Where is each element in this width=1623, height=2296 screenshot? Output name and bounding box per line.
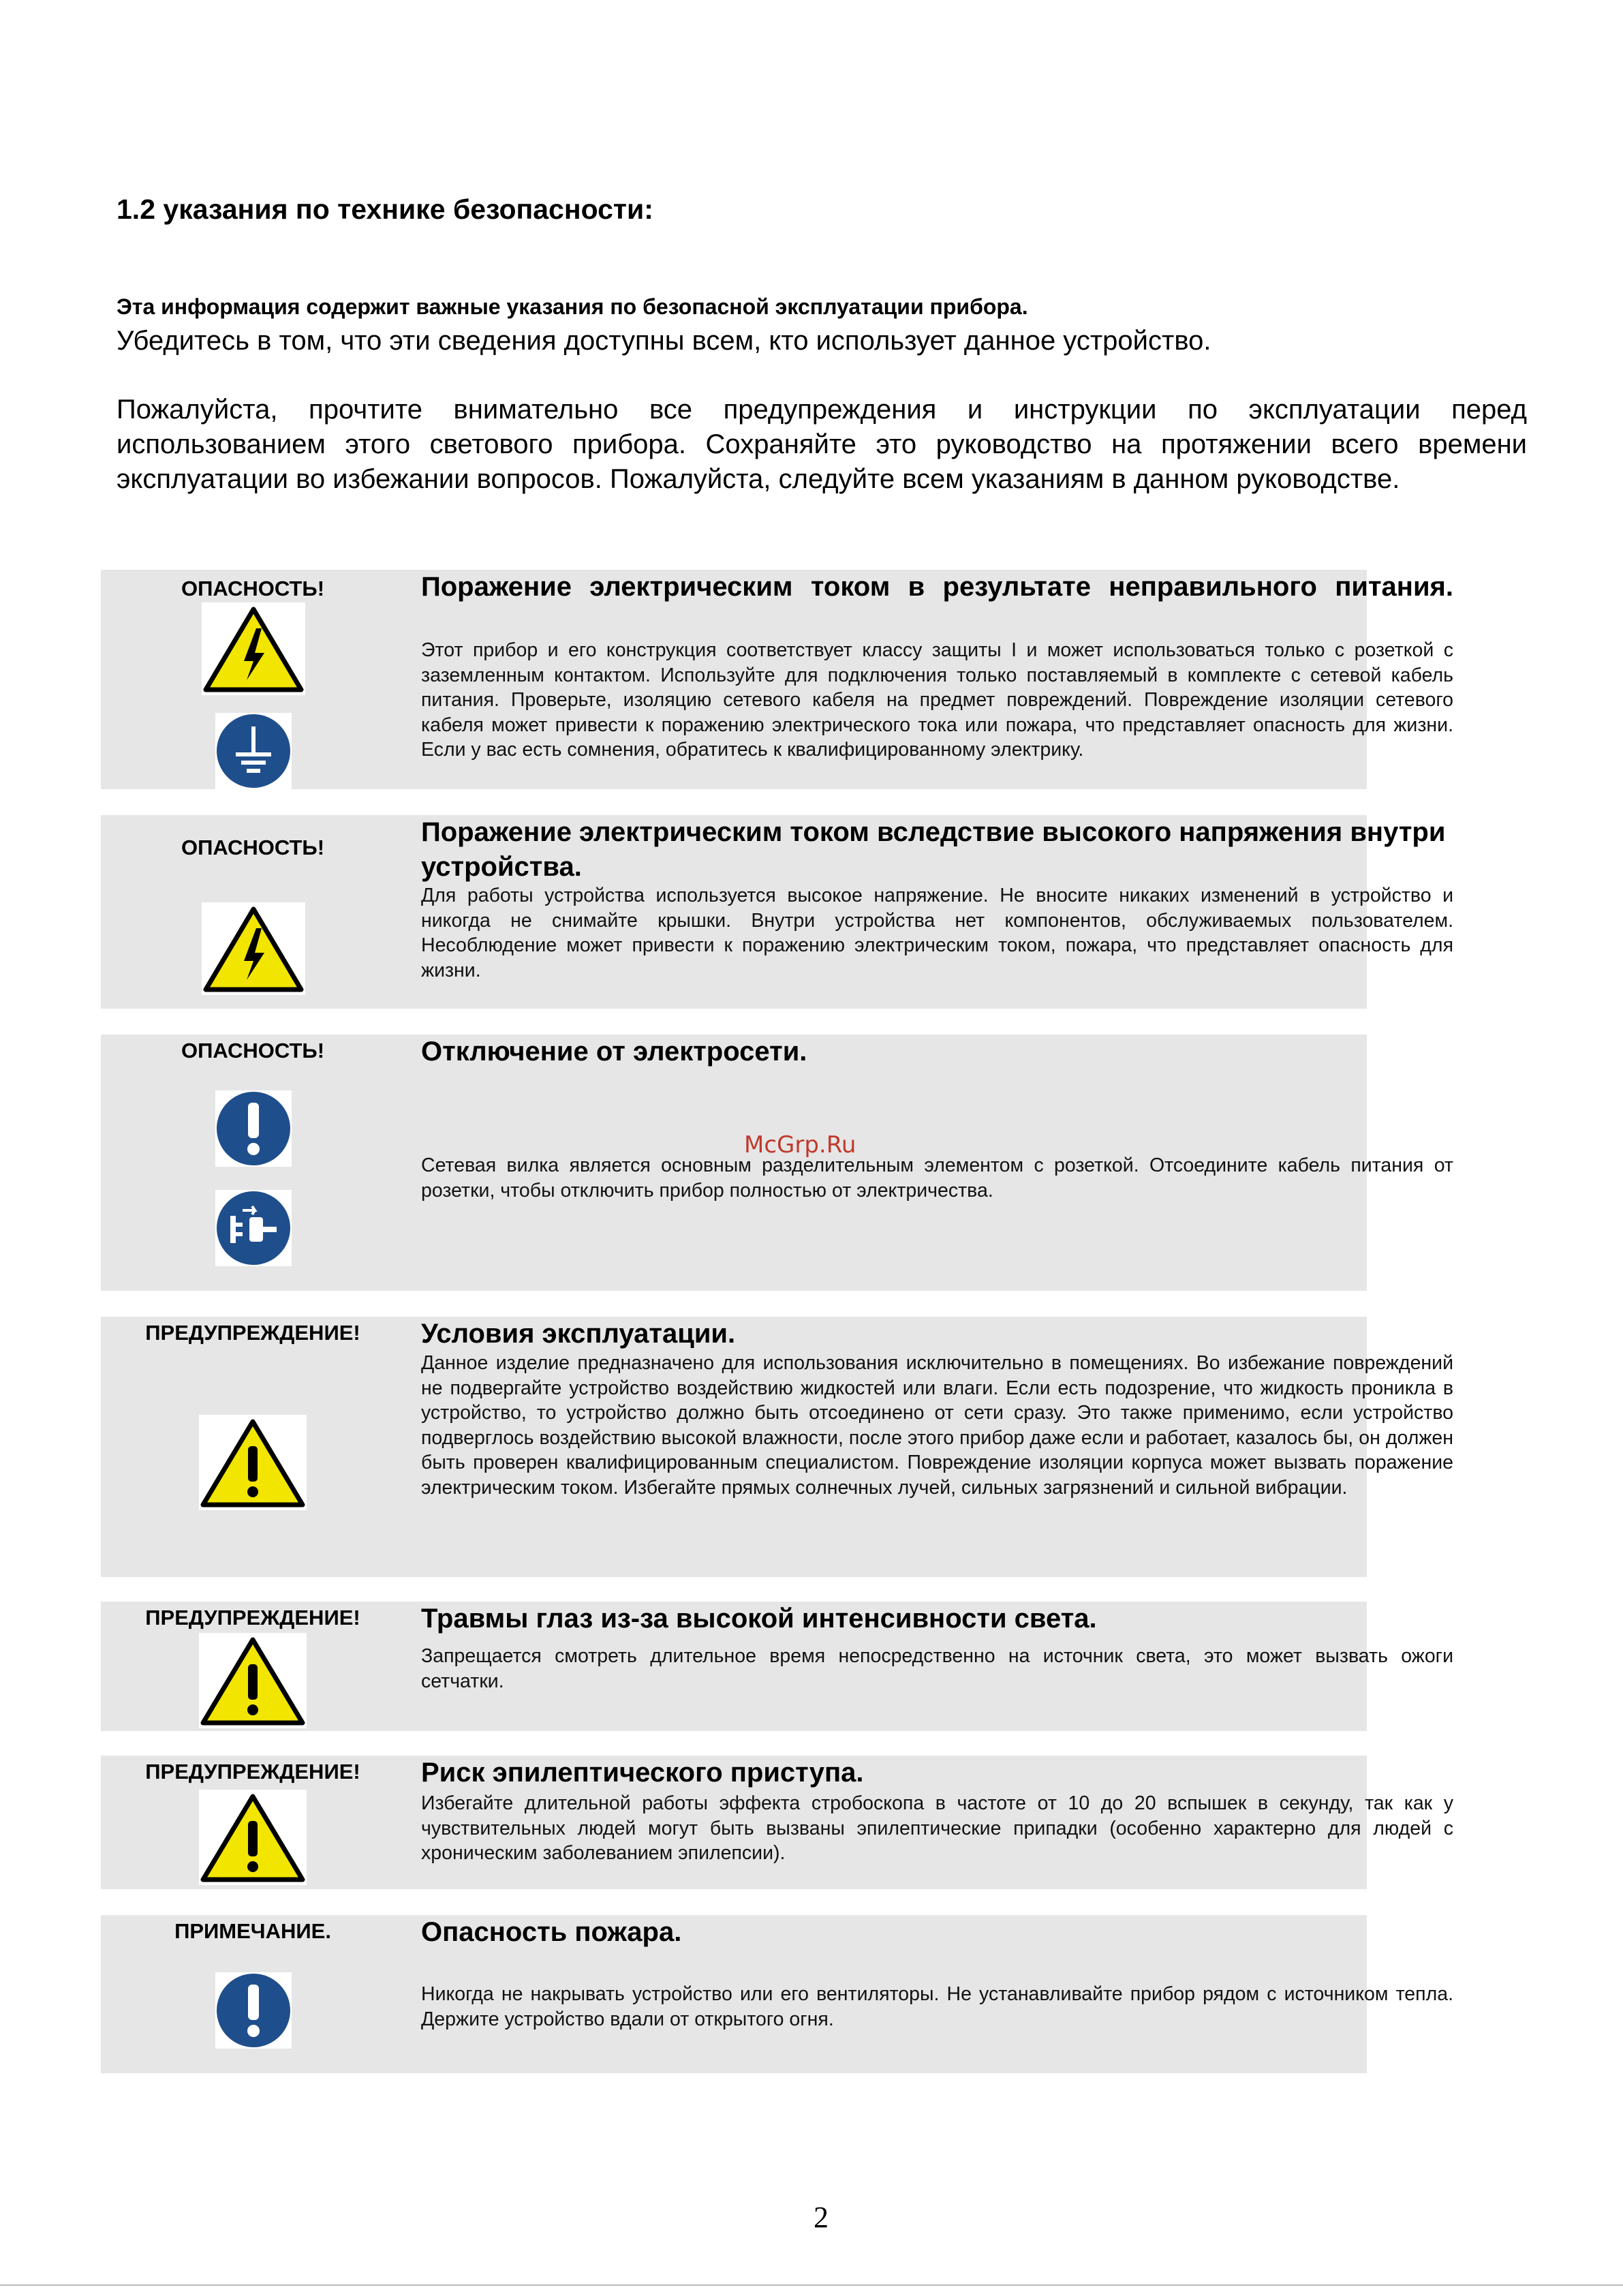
watermark: McGrp.Ru xyxy=(744,1131,856,1159)
safety-block-fire-risk xyxy=(101,1915,1453,2073)
block-title: Поражение электрическим током в результате неправильного питания. xyxy=(421,572,1453,602)
safety-block-disconnect xyxy=(101,1035,1453,1291)
safety-block-operating-conditions xyxy=(101,1317,1453,1577)
safety-block-high-voltage xyxy=(101,815,1453,1009)
block-title: Условия эксплуатации. xyxy=(421,1319,736,1349)
intro-line: Убедитесь в том, что эти сведения доступны всем, кто использует данное устройство. xyxy=(117,326,1211,356)
ground-symbol-icon xyxy=(215,713,292,789)
block-text: Никогда не накрывать устройство или его вентиляторы. Не устанавливайте прибор рядом с источником тепла. Держите устройство вдали от открытого огня. xyxy=(421,1983,1453,2030)
safety-block-electric-supply xyxy=(101,570,1453,789)
safety-block-eye-injury xyxy=(101,1602,1453,1731)
block-label: ПРЕДУПРЕЖДЕНИЕ! xyxy=(145,1321,360,1345)
block-label: ПРЕДУПРЕЖДЕНИЕ! xyxy=(145,1760,360,1784)
block-title: Поражение электрическим током вследствие высокого напряжения внутри устройства. xyxy=(421,817,1446,882)
section-heading: 1.2 указания по технике безопасности: xyxy=(117,194,653,225)
safety-block-epilepsy xyxy=(101,1756,1453,1889)
block-text: Данное изделие предназначено для использования исключительно в помещениях. Во избежание повреждений не подвергайте устройство воздействию жидкостей или влаги. Если есть подозрение, что жидкость проникла в устройство, то устройство должно быть отсоединено от сети сразу. Это также применимо, если устройство подверглось воздействию высокой влажности, после этого прибор даже если и работает, казалось бы, он должен быть проверен квалифицированным специалистом. Повреждение изоляции корпуса может вызвать поражение электрическим током. Избегайте прямых солнечных лучей, сильных загрязнений и сильной вибрации. xyxy=(421,1352,1453,1499)
general-warning-icon xyxy=(199,1790,307,1885)
electric-hazard-icon xyxy=(202,902,305,995)
block-label: ОПАСНОСТЬ! xyxy=(181,577,325,600)
block-title: Риск эпилептического приступа. xyxy=(421,1758,864,1788)
block-label: ОПАСНОСТЬ! xyxy=(181,836,325,859)
block-label: ПРЕДУПРЕЖДЕНИЕ! xyxy=(145,1606,360,1629)
bottom-divider xyxy=(0,2284,1623,2286)
block-label: ОПАСНОСТЬ! xyxy=(181,1039,325,1062)
mandatory-exclamation-icon xyxy=(215,1972,292,2049)
page-number: 2 xyxy=(814,2201,829,2234)
block-title: Травмы глаз из-за высокой интенсивности света. xyxy=(421,1604,1097,1634)
block-text: Сетевая вилка является основным разделительным элементом с розеткой. Отсоедините кабель питания от розетки, чтобы отключить прибор полностью от электричества. xyxy=(421,1154,1453,1201)
block-title: Опасность пожара. xyxy=(421,1917,682,1947)
block-text: Избегайте длительной работы эффекта стробоскопа в частоте от 10 до 20 вспышек в секунду, так как у чувствительных людей могут быть вызваны эпилептические припадки (особенно характерно для людей с хроническим заболеванием эпилепсии). xyxy=(421,1792,1453,1864)
mandatory-exclamation-icon xyxy=(215,1090,292,1167)
intro-paragraph: Пожалуйста, прочтите внимательно все предупреждения и инструкции по эксплуатации перед использованием этого светового прибора. Сохраняйте это руководство на протяжении всего времени эксплуатации во избежании вопросов. Пожалуйста, следуйте всем указаниям в данном руководстве. xyxy=(117,395,1527,494)
disconnect-plug-icon xyxy=(215,1190,292,1266)
block-text: Этот прибор и его конструкция соответствует классу защиты I и может использоваться только с розеткой с заземленным контактом. Используйте для подключения только поставляемый в комплекте с сетевой кабель питания. Проверьте, изоляцию сетевого кабеля на предмет повреждений. Повреждение изоляции сетевого кабеля может привести к поражению электрического тока или пожара, что представляет опасность для жизни. Если у вас есть сомнения, обратитесь к квалифицированному электрику. xyxy=(421,639,1453,761)
block-label: ПРИМЕЧАНИЕ. xyxy=(174,1919,331,1943)
block-text: Запрещается смотреть длительное время непосредственно на источник света, это может вызвать ожоги сетчатки. xyxy=(421,1645,1453,1692)
general-warning-icon xyxy=(199,1415,307,1510)
electric-hazard-icon xyxy=(202,602,305,695)
general-warning-icon xyxy=(199,1633,307,1728)
block-title: Отключение от электросети. xyxy=(421,1037,807,1067)
block-text: Для работы устройства используется высокое напряжение. Не вносите никаких изменений в устройство и никогда не снимайте крышки. Внутри устройства нет компонентов, обслуживаемых пользователем. Несоблюдение может привести к поражению электрическим током, пожара, что представляет опасность для жизни. xyxy=(421,885,1453,981)
intro-bold-line: Эта информация содержит важные указания по безопасной эксплуатации прибора. xyxy=(117,294,1028,319)
